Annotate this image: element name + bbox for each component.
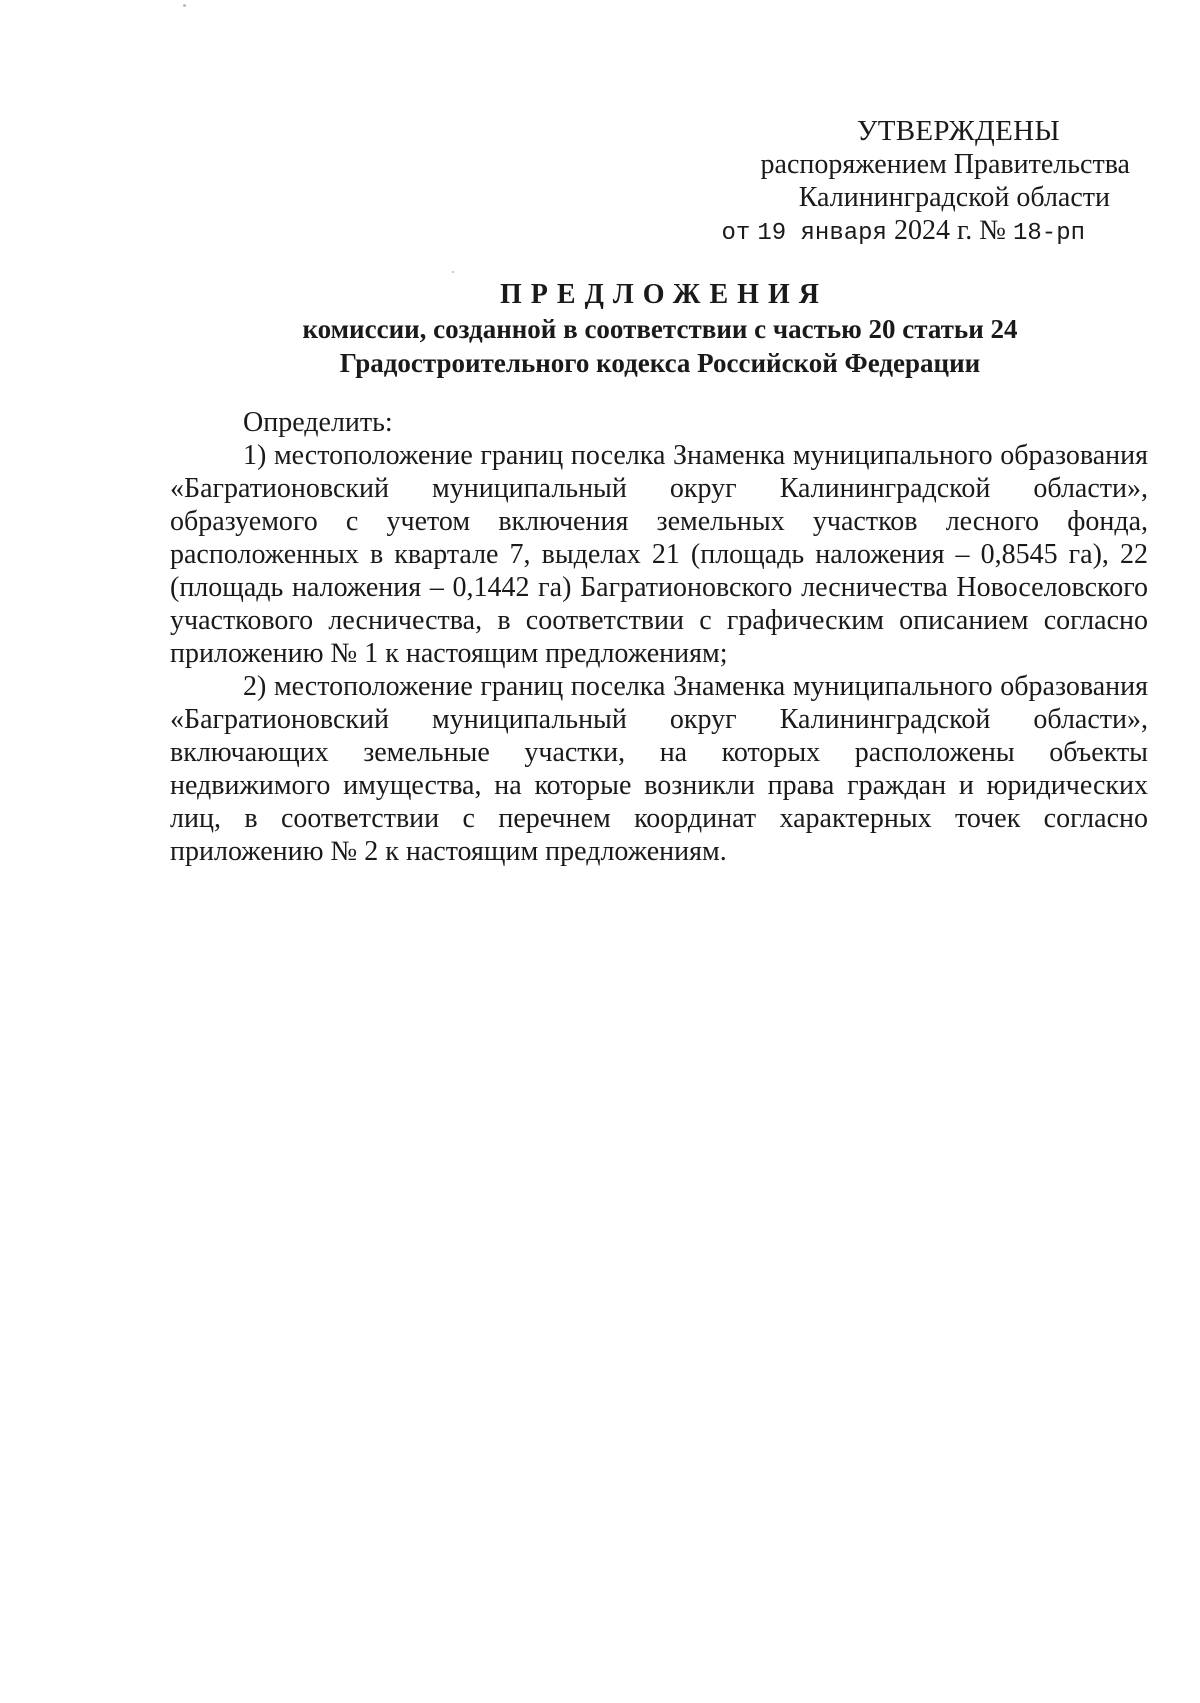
body-item-1: 1) местоположение границ поселка Знаменка муниципального образования «Багратионовский муниципальный округ Калининградской области», образуемого с учетом включения земельных участков лесного фонда, расположенных в квартале 7, выделах 21 (площадь наложения – 0,8545 га), 22 (площадь наложения – 0,1442 га) Багратионовского лесничества Новоселовского участкового лесничества, в соответствии с графическим описанием согласно приложению № 1 к настоящим предложениям; xyxy=(170,440,1148,669)
document-subtitle-line2: Градостроительного кодекса Российской Федерации xyxy=(339,348,981,378)
body-item-2: 2) местоположение границ поселка Знаменка муниципального образования «Багратионовский муниципальный округ Калининградской области», включающих земельные участки, на которых расположены объекты недвижимого имущества, на которые возникли права граждан и юридических лиц, в соответствии с перечнем координат характерных точек согласно приложению № 2 к настоящим предложениям. xyxy=(170,671,1148,867)
approval-issuer-line1: распоряжением Правительства xyxy=(760,149,1130,180)
document-subtitle-line1: комиссии, созданной в соответствии с частью 20 статьи 24 xyxy=(302,314,1018,344)
approval-date-day-month: 19 января xyxy=(757,220,887,247)
document-title-block xyxy=(170,278,1150,380)
approval-issuer-line2: Калининградской области xyxy=(798,182,1110,213)
body-lead: Определить: xyxy=(243,407,393,438)
document-heading: ПРЕДЛОЖЕНИЯ xyxy=(500,279,828,310)
scan-speck xyxy=(452,271,454,273)
approval-date-line xyxy=(530,214,1130,250)
approval-status: УТВЕРЖДЕНЫ xyxy=(856,115,1060,147)
approval-date-prefix: от xyxy=(721,220,751,247)
approval-date-year: 2024 г. № xyxy=(893,215,1006,246)
document-body xyxy=(170,406,1148,868)
approval-number: 18-рп xyxy=(1012,220,1085,247)
scan-speck xyxy=(183,4,186,7)
approval-stamp-block xyxy=(530,115,1130,250)
